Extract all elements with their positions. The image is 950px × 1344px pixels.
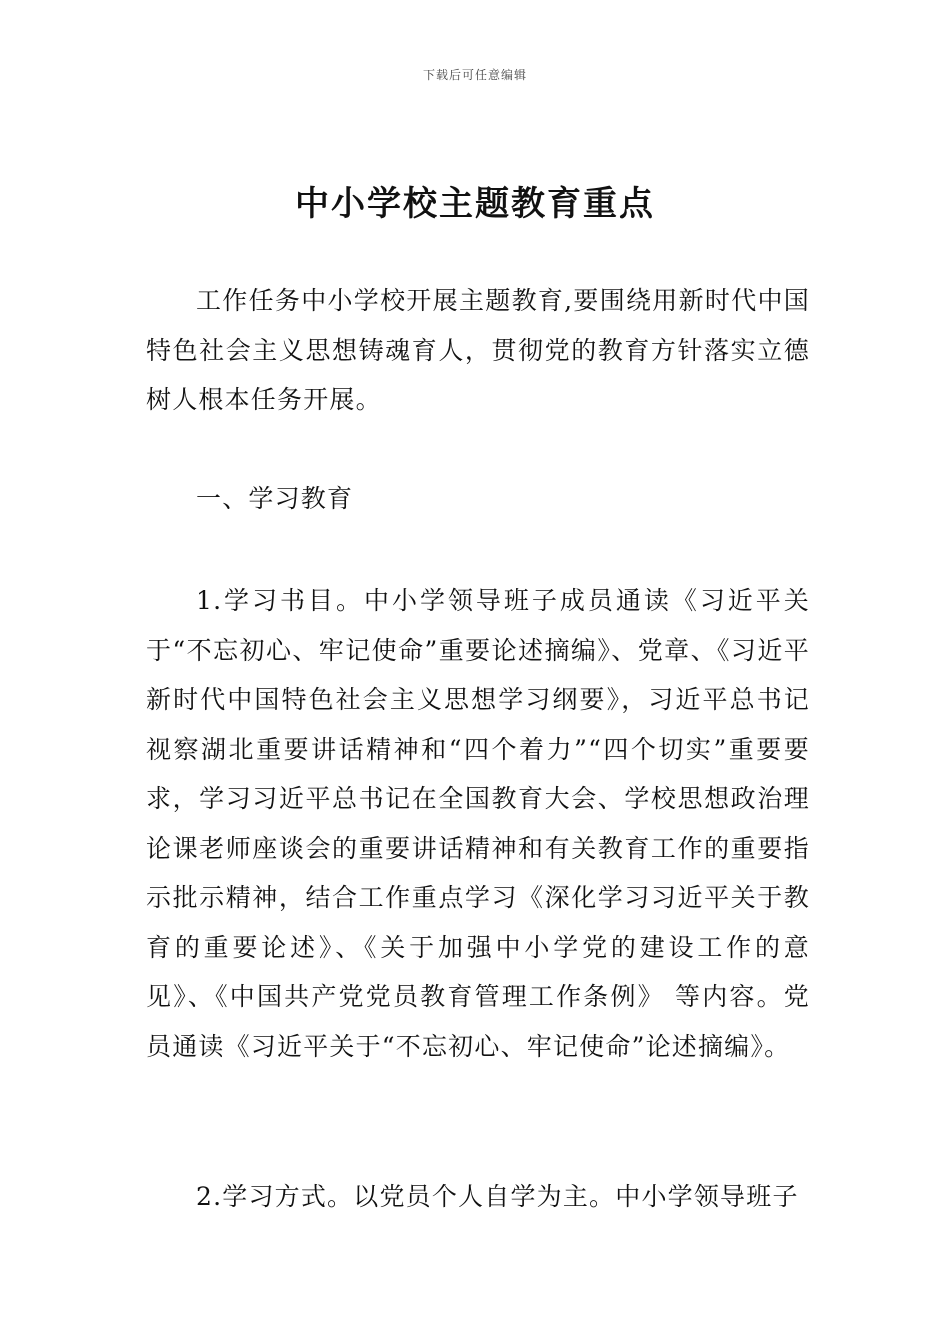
item-2-paragraph: 2.学习方式。以党员个人自学为主。中小学领导班子	[196, 1182, 799, 1211]
section-heading: 一、学习教育	[196, 484, 354, 513]
intro-paragraph: 工作任务中小学校开展主题教育,要围绕用新时代中国特色社会主义思想铸魂育人，贯彻党的教育方针落实立德树人根本任务开展。	[146, 286, 810, 414]
header-note: 下载后可任意编辑	[422, 68, 527, 82]
item-1-paragraph: 1.学习书目。中小学领导班子成员通读《习近平关于“不忘初心、牢记使命”重要论述摘编》、党章、《习近平新时代中国特色社会主义思想学习纲要》，习近平总书记视察湖北重要讲话精神和“四个着力”“四个切实”重要要求，学习习近平总书记在全国教育大会、学校思想政治理论课老师座谈会的重要讲话精神和有关教育工作的重要指示批示精神，结合工作重点学习《深化学习习近平关于教育的重要论述》、《关于加强中小学党的建设工作的意见》、《中国共产党党员教育管理工作条例》 等内容。党员通读《习近平关于“不忘初心、牢记使命”论述摘编》。	[146, 586, 810, 1061]
document-title: 中小学校主题教育重点	[295, 184, 655, 224]
